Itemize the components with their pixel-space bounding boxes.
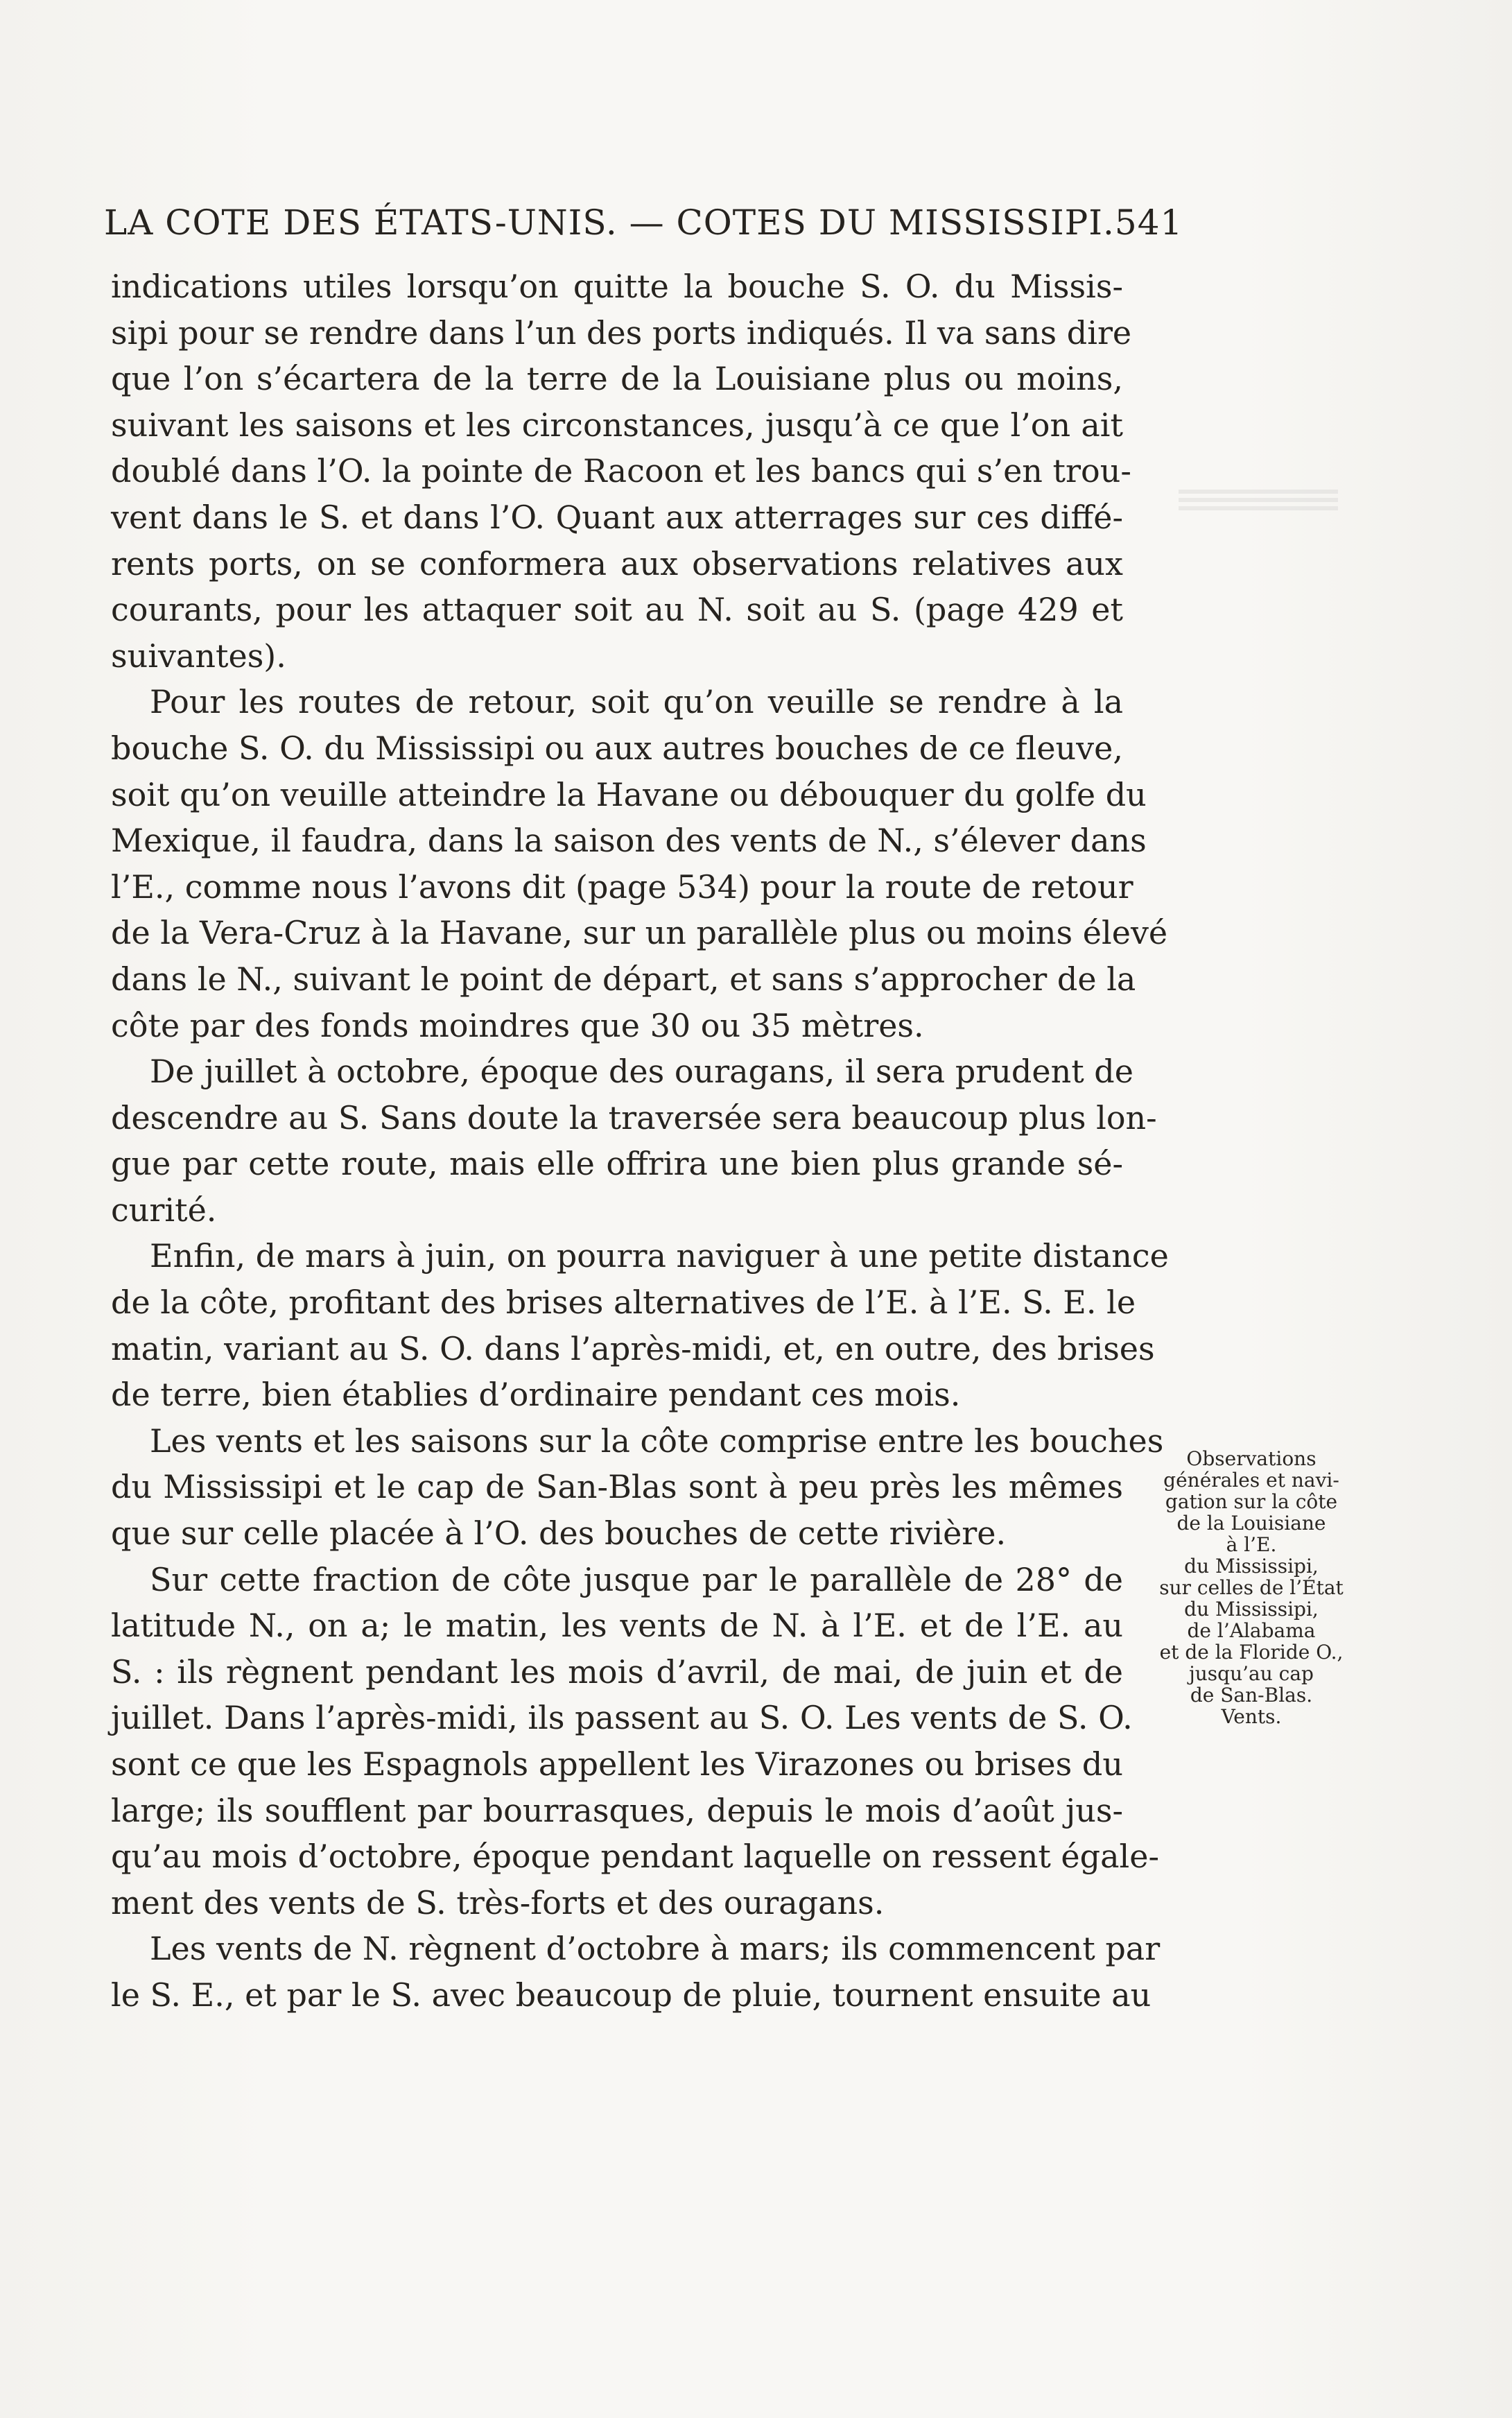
text-line: bouche S. O. du Mississipi ou aux autres bouches de ce fleuve, [111, 729, 1123, 767]
text-line: gue par cette route, mais elle offrira une bien plus grande sé- [111, 1145, 1123, 1183]
margin-note-line: Observations [1186, 1447, 1317, 1470]
margin-note-line: de l’Alabama [1187, 1619, 1316, 1642]
text-line: Pour les routes de retour, soit qu’on veuille se rendre à la [150, 683, 1123, 721]
running-header [104, 202, 1183, 243]
text-line: Enfin, de mars à juin, on pourra naviguer à une petite distance [150, 1237, 1169, 1275]
text-line: curité. [111, 1191, 217, 1229]
margin-note-line: de San-Blas. [1190, 1684, 1313, 1707]
body-text [111, 264, 1169, 2019]
margin-note-line: de la Louisiane [1176, 1512, 1326, 1535]
text-line: dans le N., suivant le point de départ, et sans s’approcher de la [111, 960, 1136, 998]
text-line: ment des vents de S. très-forts et des ouragans. [111, 1883, 885, 1922]
text-line: doublé dans l’O. la pointe de Racoon et les bancs qui s’en trou- [111, 452, 1131, 490]
text-line: S. : ils règnent pendant les mois d’avril, de mai, de juin et de [111, 1652, 1123, 1691]
text-line: sipi pour se rendre dans l’un des ports indiqués. Il va sans dire [111, 313, 1132, 352]
margin-note-line: générales et navi- [1163, 1469, 1339, 1492]
page-number: 541 [1114, 202, 1183, 243]
text-line: descendre au S. Sans doute la traversée sera beaucoup plus lon- [111, 1098, 1157, 1137]
text-line: large; ils soufflent par bourrasques, depuis le mois d’août jus- [111, 1791, 1123, 1829]
margin-note-line: jusqu’au cap [1189, 1662, 1314, 1685]
text-line: soit qu’on veuille atteindre la Havane ou débouquer du golfe du [111, 775, 1147, 813]
margin-note-line: Vents. [1221, 1705, 1282, 1728]
text-line: latitude N., on a; le matin, les vents de N. à l’E. et de l’E. au [111, 1607, 1123, 1645]
text-line: Mexique, il faudra, dans la saison des vents de N., s’élever dans [111, 822, 1147, 860]
text-line: sont ce que les Espagnols appellent les Virazones ou brises du [111, 1745, 1123, 1783]
show-through-text [1179, 485, 1338, 541]
text-line: vent dans le S. et dans l’O. Quant aux atterrages sur ces diffé- [111, 498, 1123, 536]
text-line: Les vents de N. règnent d’octobre à mars; ils commencent par [150, 1930, 1161, 1968]
margin-note-line: et de la Floride O., [1159, 1641, 1344, 1664]
text-line: suivant les saisons et les circonstances, jusqu’à ce que l’on ait [111, 406, 1123, 444]
margin-note-line: à l’E. [1226, 1533, 1277, 1556]
text-line: du Mississipi et le cap de San-Blas sont à peu près les mêmes [111, 1468, 1123, 1506]
text-line: le S. E., et par le S. avec beaucoup de pluie, tournent ensuite au [111, 1976, 1152, 2014]
text-line: l’E., comme nous l’avons dit (page 534) pour la route de retour [111, 867, 1133, 906]
text-line: indications utiles lorsqu’on quitte la bouche S. O. du Missis- [111, 268, 1123, 305]
text-line: que l’on s’écartera de la terre de la Louisiane plus ou moins, [111, 360, 1123, 398]
running-title: LA COTE DES ÉTATS-UNIS. — COTES DU MISSISSIPI. [104, 202, 1115, 243]
text-line: de terre, bien établies d’ordinaire pendant ces mois. [111, 1376, 961, 1414]
margin-note [1137, 1448, 1366, 1727]
text-line: rents ports, on se conformera aux observations relatives aux [111, 544, 1123, 582]
margin-note-line: du Mississipi, [1184, 1555, 1319, 1578]
text-line: courants, pour les attaquer soit au N. soit au S. (page 429 et [111, 591, 1123, 629]
text-line: Les vents et les saisons sur la côte comprise entre les bouches [150, 1422, 1164, 1460]
text-line: côte par des fonds moindres que 30 ou 35 mètres. [111, 1006, 924, 1044]
text-line: juillet. Dans l’après-midi, ils passent au S. O. Les vents de S. O. [111, 1699, 1133, 1737]
margin-note-line: sur celles de l’État [1159, 1576, 1344, 1599]
text-line: matin, variant au S. O. dans l’après-midi, et, en outre, des brises [111, 1329, 1155, 1367]
text-line: suivantes). [111, 637, 286, 675]
margin-note-line: gation sur la côte [1165, 1490, 1338, 1513]
text-line: que sur celle placée à l’O. des bouches de cette rivière. [111, 1514, 1007, 1553]
text-line: qu’au mois d’octobre, époque pendant laquelle on ressent égale- [111, 1838, 1160, 1876]
text-line: Sur cette fraction de côte jusque par le parallèle de 28° de [150, 1560, 1123, 1598]
text-line: De juillet à octobre, époque des ouragans, il sera prudent de [150, 1053, 1133, 1091]
margin-note-line: du Mississipi, [1184, 1598, 1319, 1621]
text-line: de la côte, profitant des brises alternatives de l’E. à l’E. S. E. le [111, 1284, 1136, 1322]
text-line: de la Vera-Cruz à la Havane, sur un parallèle plus ou moins élevé [111, 914, 1168, 952]
